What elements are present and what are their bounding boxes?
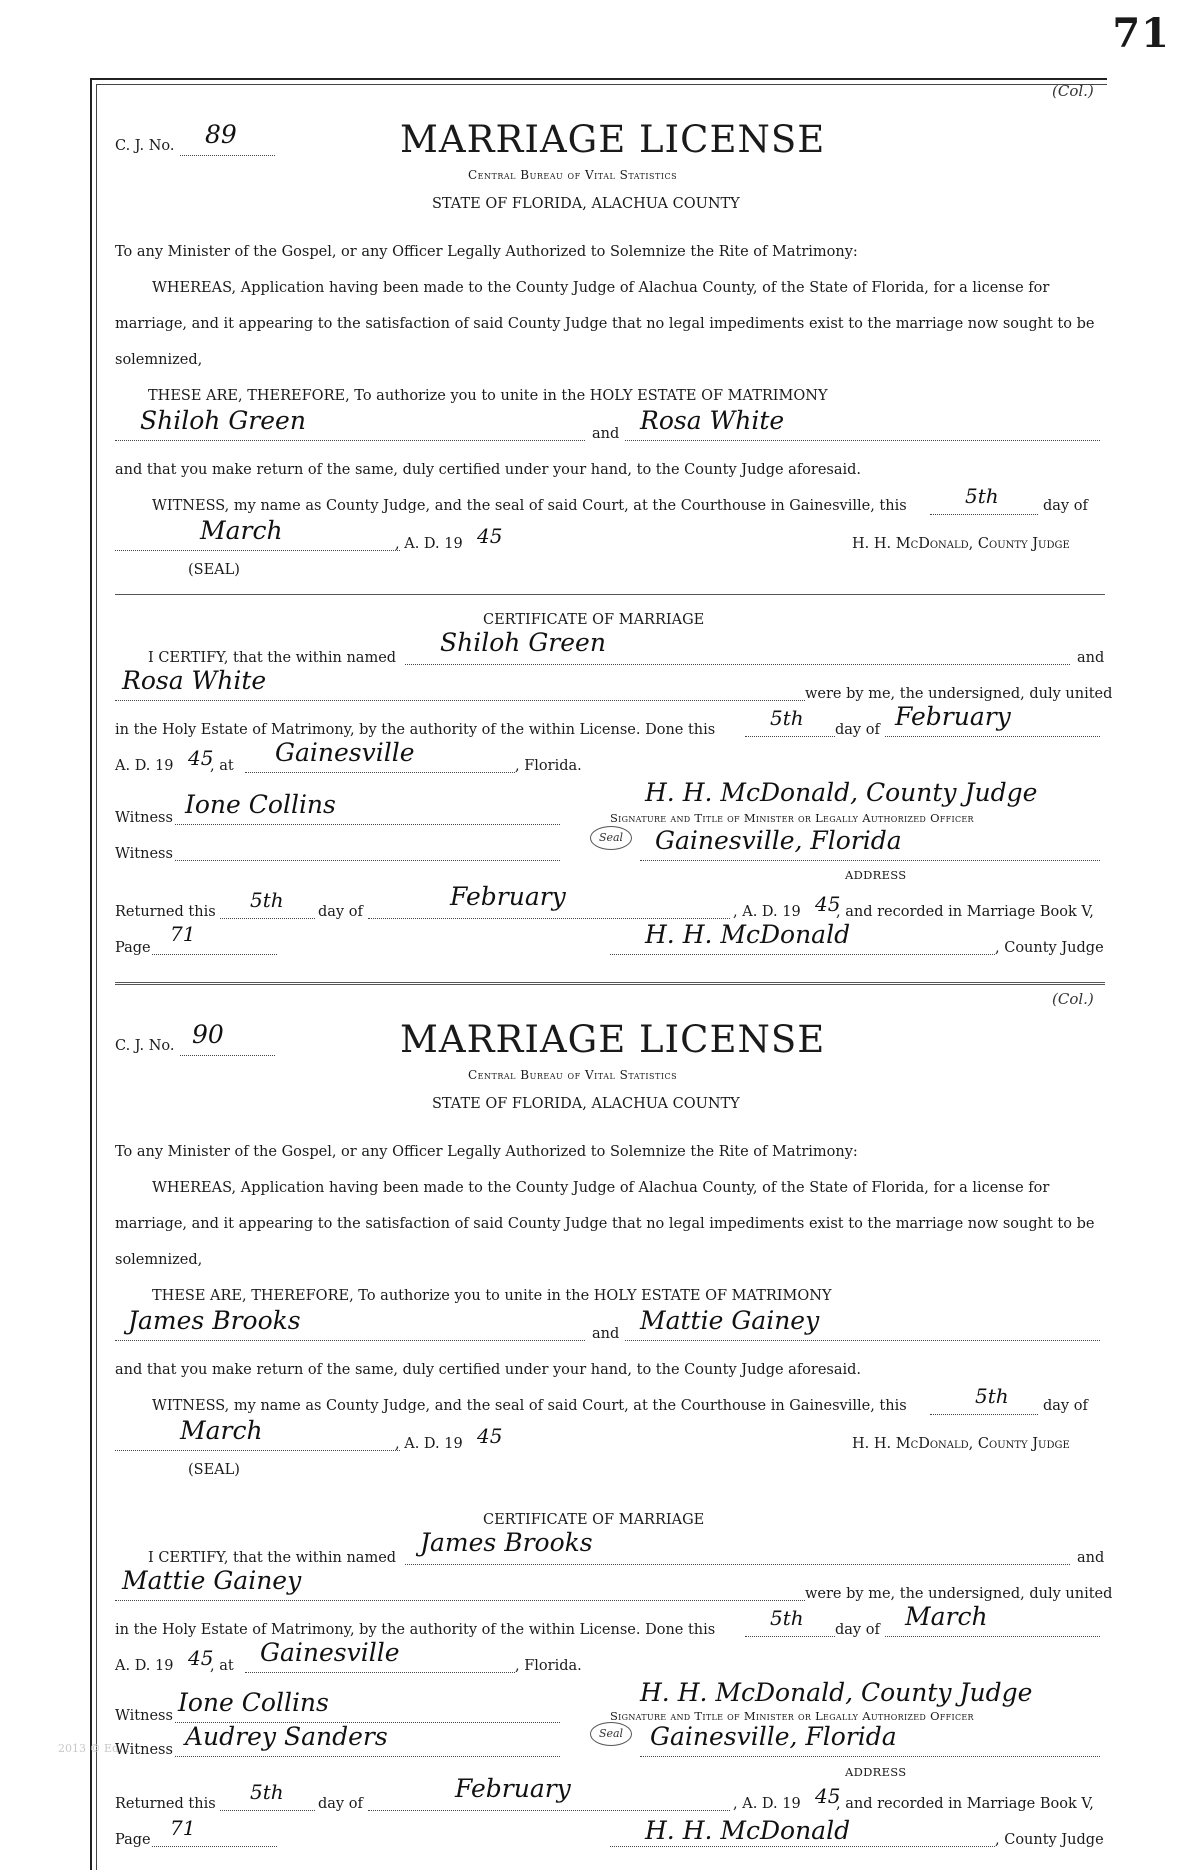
address-line-rule — [640, 860, 1100, 861]
united-label: were by me, the undersigned, duly united — [805, 1586, 1113, 1602]
done-year: 45 — [188, 1646, 214, 1670]
record-separator — [115, 982, 1105, 985]
ad-label: , A. D. 19 — [395, 1436, 463, 1452]
whereas-2: marriage, and it appearing to the satisfaction of said County Judge that no legal impediments exist to the marriage now sought to be — [115, 1216, 1095, 1232]
seal-label: (SEAL) — [188, 1462, 240, 1478]
cert-bride: Rosa White — [122, 666, 267, 695]
bride-name: Mattie Gainey — [640, 1306, 820, 1335]
returned-ad: , A. D. 19 — [733, 1796, 801, 1812]
florida-label: , Florida. — [515, 1658, 582, 1674]
state-county: STATE OF FLORIDA, ALACHUA COUNTY — [432, 196, 740, 212]
bride-line — [625, 1340, 1100, 1341]
cj-number: 90 — [192, 1020, 224, 1049]
license-day: 5th — [975, 1384, 1009, 1408]
divider — [115, 594, 1105, 595]
license-title: MARRIAGE LICENSE — [400, 1018, 826, 1061]
cert-groom-line — [405, 1564, 1070, 1565]
and-label: and — [592, 426, 620, 442]
county-judge-label: , County Judge — [995, 1832, 1104, 1848]
whereas-2: marriage, and it appearing to the satisfaction of said County Judge that no legal impediments exist to the marriage now sought to be — [115, 316, 1095, 332]
state-county: STATE OF FLORIDA, ALACHUA COUNTY — [432, 1096, 740, 1112]
seal-stamp: Seal — [590, 1722, 632, 1746]
and-label: and — [592, 1326, 620, 1342]
witness-line: WITNESS, my name as County Judge, and the seal of said Court, at the Courthouse in Gainesville, this — [152, 498, 907, 514]
witness-2-label: Witness — [115, 1742, 173, 1758]
groom-line — [115, 440, 585, 441]
at-label: , at — [210, 758, 234, 774]
florida-label: , Florida. — [515, 758, 582, 774]
whereas-1: WHEREAS, Application having been made to the County Judge of Alachua County, of the State of Florida, for a license for — [152, 1180, 1050, 1196]
col-tag: (Col.) — [1052, 990, 1094, 1008]
cert-bride-line — [115, 700, 805, 701]
cj-number: 89 — [205, 120, 237, 149]
holy-estate: in the Holy Estate of Matrimony, by the authority of the within License. Done this — [115, 722, 716, 738]
bride-line — [625, 440, 1100, 441]
address-caption: ADDRESS — [845, 868, 907, 882]
address-line: To any Minister of the Gospel, or any Officer Legally Authorized to Solemnize the Rite of Matrimony: — [115, 1144, 858, 1160]
holy-estate: in the Holy Estate of Matrimony, by the authority of the within License. Done this — [115, 1622, 716, 1638]
done-day: 5th — [770, 1606, 804, 1630]
witness-2-label: Witness — [115, 846, 173, 862]
judge-sig-line — [610, 954, 995, 955]
done-year: 45 — [188, 746, 214, 770]
license-year: 45 — [477, 524, 503, 548]
day-of: day of — [1043, 498, 1088, 514]
witness-1: Ione Collins — [185, 790, 336, 819]
judge-printed: H. H. McDonald, County Judge — [852, 536, 1070, 552]
returned-ad: , A. D. 19 — [733, 904, 801, 920]
page-value: 71 — [170, 1816, 196, 1840]
done-day-of: day of — [835, 722, 880, 738]
judge-signature: H. H. McDonald — [645, 1816, 851, 1845]
done-month: February — [895, 702, 1011, 731]
returned-day-of: day of — [318, 1796, 363, 1812]
judge-sig-line — [610, 1846, 995, 1847]
cert-title: CERTIFICATE OF MARRIAGE — [483, 1512, 705, 1528]
groom-line — [115, 1340, 585, 1341]
done-month-line — [885, 736, 1100, 737]
license-month: March — [180, 1416, 263, 1445]
license-title: MARRIAGE LICENSE — [400, 118, 826, 161]
place: Gainesville — [260, 1638, 400, 1667]
recorded-label: , and recorded in Marriage Book V, — [836, 904, 1094, 920]
returned-month-line — [368, 1810, 730, 1811]
done-day-line — [745, 1636, 835, 1637]
bureau: Central Bureau of Vital Statistics — [468, 1068, 678, 1082]
cert-title: CERTIFICATE OF MARRIAGE — [483, 612, 705, 628]
officer-signature: H. H. McDonald, County Judge — [640, 1678, 1033, 1707]
returned-month-line — [368, 918, 730, 919]
cert-bride-line — [115, 1600, 805, 1601]
county-judge-label: , County Judge — [995, 940, 1104, 956]
witness-1-label: Witness — [115, 1708, 173, 1724]
cj-label: C. J. No. — [115, 138, 175, 154]
officer-address: Gainesville, Florida — [655, 826, 902, 855]
license-month-line — [115, 550, 400, 551]
cj-line — [180, 1055, 275, 1056]
watermark: 2013 © Ed... — [58, 1742, 130, 1755]
witness-2-line — [175, 1756, 560, 1757]
therefore: THESE ARE, THEREFORE, To authorize you to unite in the HOLY ESTATE OF MATRIMONY — [152, 1288, 832, 1304]
officer-address: Gainesville, Florida — [650, 1722, 897, 1751]
done-day-of: day of — [835, 1622, 880, 1638]
cert-groom-line — [405, 664, 1070, 665]
return-line: and that you make return of the same, duly certified under your hand, to the County Judge aforesaid. — [115, 1362, 862, 1378]
sig-caption: Signature and Title of Minister or Legally Authorized Officer — [610, 811, 974, 825]
recorded-label: , and recorded in Marriage Book V, — [836, 1796, 1094, 1812]
returned-year: 45 — [815, 1784, 841, 1808]
license-day-line — [930, 514, 1038, 515]
witness-1-line — [175, 824, 560, 825]
returned-year: 45 — [815, 892, 841, 916]
done-month-line — [885, 1636, 1100, 1637]
license-day-line — [930, 1414, 1038, 1415]
cj-label: C. J. No. — [115, 1038, 175, 1054]
cert-bride: Mattie Gainey — [122, 1566, 302, 1595]
returned-month: February — [455, 1774, 571, 1803]
ad-label: , A. D. 19 — [395, 536, 463, 552]
seal-stamp: Seal — [590, 826, 632, 850]
return-line: and that you make return of the same, duly certified under your hand, to the County Judge aforesaid. — [115, 462, 862, 478]
witness-line: WITNESS, my name as County Judge, and the seal of said Court, at the Courthouse in Gainesville, this — [152, 1398, 907, 1414]
returned-label: Returned this — [115, 1796, 216, 1812]
address-caption: ADDRESS — [845, 1765, 907, 1779]
day-of: day of — [1043, 1398, 1088, 1414]
page-value: 71 — [170, 922, 196, 946]
page-number: 71 — [1112, 10, 1170, 57]
ad-at-label: A. D. 19 — [115, 1658, 174, 1674]
whereas-3: solemnized, — [115, 352, 203, 368]
whereas-3: solemnized, — [115, 1252, 203, 1268]
done-day: 5th — [770, 706, 804, 730]
ad-at-label: A. D. 19 — [115, 758, 174, 774]
bride-name: Rosa White — [640, 406, 785, 435]
page-label: Page — [115, 940, 151, 956]
place-line — [245, 772, 515, 773]
license-month: March — [200, 516, 283, 545]
license-month-line — [115, 1450, 400, 1451]
groom-name: Shiloh Green — [140, 406, 306, 435]
judge-signature: H. H. McDonald — [645, 920, 851, 949]
witness-2: Audrey Sanders — [185, 1722, 388, 1751]
license-day: 5th — [965, 484, 999, 508]
certify-label: I CERTIFY, that the within named — [148, 650, 397, 666]
done-month: March — [905, 1602, 988, 1631]
witness-1-label: Witness — [115, 810, 173, 826]
page-line — [152, 1846, 277, 1847]
judge-printed: H. H. McDonald, County Judge — [852, 1436, 1070, 1452]
therefore: THESE ARE, THEREFORE, To authorize you to unite in the HOLY ESTATE OF MATRIMONY — [148, 388, 828, 404]
bureau: Central Bureau of Vital Statistics — [468, 168, 678, 182]
cert-groom: James Brooks — [420, 1528, 593, 1557]
returned-day: 5th — [250, 1780, 284, 1804]
place-line — [245, 1672, 515, 1673]
address-line: To any Minister of the Gospel, or any Officer Legally Authorized to Solemnize the Rite of Matrimony: — [115, 244, 858, 260]
united-label: were by me, the undersigned, duly united — [805, 686, 1113, 702]
returned-month: February — [450, 882, 566, 911]
witness-2-line — [175, 860, 560, 861]
groom-name: James Brooks — [128, 1306, 301, 1335]
page-line — [152, 954, 277, 955]
place: Gainesville — [275, 738, 415, 767]
returned-label: Returned this — [115, 904, 216, 920]
cert-and: and — [1077, 1550, 1105, 1566]
cert-and: and — [1077, 650, 1105, 666]
cj-line — [180, 155, 275, 156]
page-label: Page — [115, 1832, 151, 1848]
sig-caption: Signature and Title of Minister or Legally Authorized Officer — [610, 1709, 974, 1723]
returned-day: 5th — [250, 888, 284, 912]
whereas-1: WHEREAS, Application having been made to the County Judge of Alachua County, of the State of Florida, for a license for — [152, 280, 1050, 296]
seal-label: (SEAL) — [188, 562, 240, 578]
returned-day-line — [220, 918, 315, 919]
returned-day-of: day of — [318, 904, 363, 920]
at-label: , at — [210, 1658, 234, 1674]
officer-signature: H. H. McDonald, County Judge — [645, 778, 1038, 807]
returned-day-line — [220, 1810, 315, 1811]
witness-1: Ione Collins — [178, 1688, 329, 1717]
cert-groom: Shiloh Green — [440, 628, 606, 657]
col-tag: (Col.) — [1052, 82, 1094, 100]
certify-label: I CERTIFY, that the within named — [148, 1550, 397, 1566]
address-line-rule — [640, 1756, 1100, 1757]
done-day-line — [745, 736, 835, 737]
license-year: 45 — [477, 1424, 503, 1448]
